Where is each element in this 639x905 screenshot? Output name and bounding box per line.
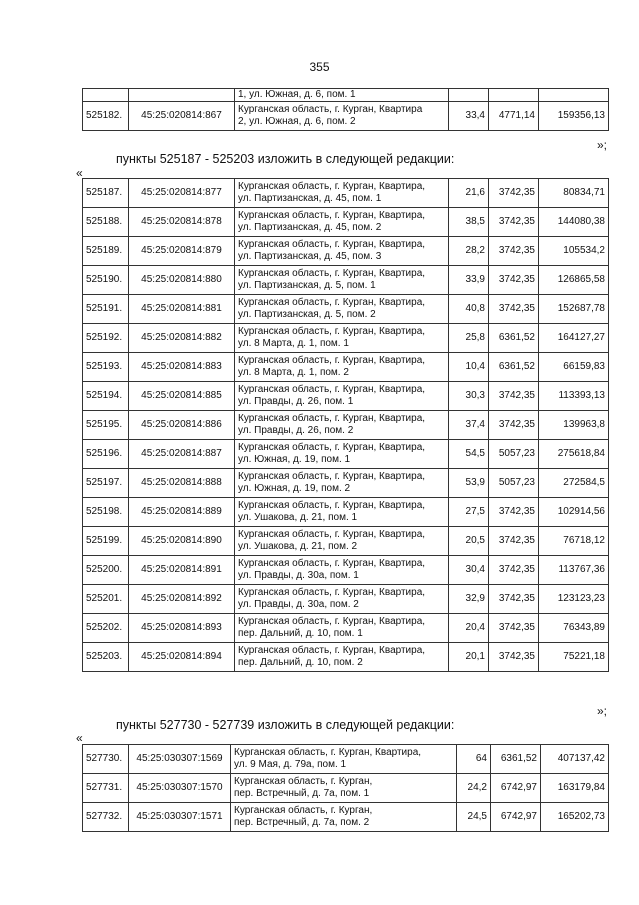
cadastral-value-cell: 407137,42: [541, 745, 609, 774]
cadastral-value-cell: 275618,84: [539, 440, 609, 469]
address-cell: [235, 102, 449, 131]
cadastral-number-cell: 45:25:020814:891: [129, 556, 235, 585]
address-line: Курганская область, г. Курган,: [234, 805, 373, 816]
area-cell: 37,4: [449, 411, 489, 440]
cadastral-value-cell: 123123,23: [539, 585, 609, 614]
row-number-cell: 525191.: [83, 295, 129, 324]
cadastral-value-cell: 165202,73: [541, 803, 609, 832]
area-cell: 30,4: [449, 556, 489, 585]
table-row: [83, 208, 609, 237]
unit-price-cell: 3742,35: [489, 382, 539, 411]
address-cell: [235, 208, 449, 237]
table-row: [83, 774, 609, 803]
table-row: [83, 295, 609, 324]
area-cell: 54,5: [449, 440, 489, 469]
unit-price-cell: 6742,97: [491, 803, 541, 832]
address-line: Курганская область, г. Курган, Квартира,: [238, 384, 426, 395]
address-line: ул. Партизанская, д. 45, пом. 1: [238, 193, 382, 204]
unit-price-cell: 6361,52: [489, 324, 539, 353]
address-line: пер. Встречный, д. 7а, пом. 2: [234, 817, 370, 828]
address-line: ул. 9 Мая, д. 79а, пом. 1: [234, 759, 347, 770]
address-line: ул. 8 Марта, д. 1, пом. 2: [238, 367, 349, 378]
address-cell: [235, 585, 449, 614]
unit-price-cell: 3742,35: [489, 498, 539, 527]
cadastral-value-cell: 126865,58: [539, 266, 609, 295]
cadastral-number-cell: 45:25:020814:882: [129, 324, 235, 353]
row-number-cell: 525182.: [83, 102, 129, 131]
address-line: пер. Встречный, д. 7а, пом. 1: [234, 788, 370, 799]
address-line: Курганская область, г. Курган, Квартира,: [238, 645, 426, 656]
cadastral-value-cell: 113393,13: [539, 382, 609, 411]
table-row: [83, 803, 609, 832]
table-row: [83, 440, 609, 469]
address-line: Курганская область, г. Курган, Квартира,: [238, 355, 426, 366]
address-cell: [235, 440, 449, 469]
address-cell: [235, 643, 449, 672]
cadastral-number-cell: 45:25:020814:880: [129, 266, 235, 295]
row-number-cell: 525198.: [83, 498, 129, 527]
cadastral-value-cell: 105534,2: [539, 237, 609, 266]
unit-price-cell: 3742,35: [489, 614, 539, 643]
address-cell: [231, 803, 457, 832]
table-row: [83, 411, 609, 440]
table-row: [83, 266, 609, 295]
cadastral-value-cell: 139963,8: [539, 411, 609, 440]
address-line: ул. Партизанская, д. 45, пом. 3: [238, 251, 382, 262]
table-row: [83, 527, 609, 556]
address-cell: [235, 266, 449, 295]
cadastral-value-cell: 102914,56: [539, 498, 609, 527]
area-cell: [449, 89, 489, 102]
address-line: ул. Правды, д. 30а, пом. 2: [238, 599, 359, 610]
instruction-text: пункты 525187 - 525203 изложить в следующей редакции:: [116, 152, 455, 166]
address-line: ул. Правды, д. 26, пом. 1: [238, 396, 354, 407]
cadastral-number-cell: 45:25:020814:877: [129, 179, 235, 208]
unit-price-cell: 6361,52: [491, 745, 541, 774]
table-row: [83, 498, 609, 527]
row-number-cell: 525199.: [83, 527, 129, 556]
address-line: Курганская область, г. Курган, Квартира,: [238, 326, 426, 337]
address-line: ул. Партизанская, д. 5, пом. 1: [238, 280, 376, 291]
address-cell: [235, 469, 449, 498]
cadastral-value-cell: 152687,78: [539, 295, 609, 324]
table-row: [83, 353, 609, 382]
address-line: Курганская область, г. Курган, Квартира,: [238, 558, 426, 569]
row-number-cell: 525203.: [83, 643, 129, 672]
address-cell: [235, 179, 449, 208]
cadastral-number-cell: 45:25:020814:867: [129, 102, 235, 131]
cadastral-number-cell: 45:25:020814:892: [129, 585, 235, 614]
property-table: [82, 744, 609, 832]
unit-price-cell: 3742,35: [489, 179, 539, 208]
unit-price-cell: 3742,35: [489, 585, 539, 614]
cadastral-number-cell: 45:25:030307:1571: [129, 803, 231, 832]
cadastral-number-cell: 45:25:020814:878: [129, 208, 235, 237]
area-cell: 33,4: [449, 102, 489, 131]
address-line: пер. Дальний, д. 10, пом. 1: [238, 628, 363, 639]
top-table: [82, 88, 609, 131]
address-line: Курганская область, г. Курган, Квартира,: [234, 747, 422, 758]
row-number-cell: 527732.: [83, 803, 129, 832]
row-number-cell: 527730.: [83, 745, 129, 774]
row-number-cell: 525189.: [83, 237, 129, 266]
address-line: ул. Южная, д. 19, пом. 2: [238, 483, 351, 494]
row-number-cell: 525193.: [83, 353, 129, 382]
unit-price-cell: 4771,14: [489, 102, 539, 131]
address-cell: [235, 556, 449, 585]
unit-price-cell: 3742,35: [489, 556, 539, 585]
address-cell: [235, 89, 449, 102]
table-row: [83, 89, 609, 102]
table-row: [83, 382, 609, 411]
area-cell: 21,6: [449, 179, 489, 208]
row-number-cell: 525195.: [83, 411, 129, 440]
address-cell: [235, 498, 449, 527]
address-line: Курганская область, г. Курган, Квартира,: [238, 413, 426, 424]
row-number-cell: 525196.: [83, 440, 129, 469]
cadastral-number-cell: 45:25:020814:887: [129, 440, 235, 469]
unit-price-cell: 6742,97: [491, 774, 541, 803]
unit-price-cell: 6361,52: [489, 353, 539, 382]
opening-quote-mark: «: [76, 166, 83, 180]
cadastral-number-cell: 45:25:020814:890: [129, 527, 235, 556]
unit-price-cell: 5057,23: [489, 440, 539, 469]
cadastral-value-cell: 159356,13: [539, 102, 609, 131]
area-cell: 20,5: [449, 527, 489, 556]
cadastral-number-cell: 45:25:020814:886: [129, 411, 235, 440]
area-cell: 27,5: [449, 498, 489, 527]
row-number-cell: 525194.: [83, 382, 129, 411]
address-line: 1, ул. Южная, д. 6, пом. 1: [238, 89, 356, 100]
unit-price-cell: 3742,35: [489, 643, 539, 672]
address-cell: [235, 382, 449, 411]
area-cell: 10,4: [449, 353, 489, 382]
unit-price-cell: 3742,35: [489, 237, 539, 266]
address-line: ул. Правды, д. 30а, пом. 1: [238, 570, 359, 581]
address-cell: [235, 237, 449, 266]
cadastral-value-cell: [539, 89, 609, 102]
cadastral-value-cell: 76343,89: [539, 614, 609, 643]
table-row: [83, 102, 609, 131]
table-row: [83, 179, 609, 208]
cadastral-number-cell: 45:25:020814:879: [129, 237, 235, 266]
row-number-cell: [83, 89, 129, 102]
table-row: [83, 585, 609, 614]
area-cell: 30,3: [449, 382, 489, 411]
unit-price-cell: 3742,35: [489, 266, 539, 295]
address-line: Курганская область, г. Курган, Квартира,: [238, 268, 426, 279]
address-line: ул. Ушакова, д. 21, пом. 2: [238, 541, 358, 552]
address-cell: [231, 774, 457, 803]
cadastral-number-cell: [129, 89, 235, 102]
cadastral-value-cell: 80834,71: [539, 179, 609, 208]
cadastral-number-cell: 45:25:020814:888: [129, 469, 235, 498]
cadastral-value-cell: 113767,36: [539, 556, 609, 585]
row-number-cell: 527731.: [83, 774, 129, 803]
cadastral-value-cell: 164127,27: [539, 324, 609, 353]
area-cell: 28,2: [449, 237, 489, 266]
cadastral-number-cell: 45:25:020814:889: [129, 498, 235, 527]
address-line: ул. Ушакова, д. 21, пом. 1: [238, 512, 358, 523]
cadastral-value-cell: 272584,5: [539, 469, 609, 498]
row-number-cell: 525197.: [83, 469, 129, 498]
cadastral-number-cell: 45:25:020814:893: [129, 614, 235, 643]
area-cell: 20,1: [449, 643, 489, 672]
address-cell: [235, 614, 449, 643]
opening-quote-mark: «: [76, 731, 83, 745]
unit-price-cell: 3742,35: [489, 295, 539, 324]
table-row: [83, 237, 609, 266]
cadastral-value-cell: 76718,12: [539, 527, 609, 556]
cadastral-value-cell: 66159,83: [539, 353, 609, 382]
instruction-text: пункты 527730 - 527739 изложить в следующей редакции:: [116, 718, 455, 732]
address-line: ул. Южная, д. 19, пом. 1: [238, 454, 351, 465]
row-number-cell: 525202.: [83, 614, 129, 643]
address-cell: [235, 295, 449, 324]
area-cell: 25,8: [449, 324, 489, 353]
area-cell: 38,5: [449, 208, 489, 237]
address-line: ул. Партизанская, д. 45, пом. 2: [238, 222, 382, 233]
address-line: Курганская область, г. Курган, Квартира: [238, 104, 423, 115]
address-line: Курганская область, г. Курган, Квартира,: [238, 239, 426, 250]
address-line: пер. Дальний, д. 10, пом. 2: [238, 657, 363, 668]
cadastral-value-cell: 75221,18: [539, 643, 609, 672]
address-line: ул. Партизанская, д. 5, пом. 2: [238, 309, 376, 320]
property-table: [82, 178, 609, 672]
address-line: Курганская область, г. Курган, Квартира,: [238, 529, 426, 540]
table-row: [83, 469, 609, 498]
area-cell: 20,4: [449, 614, 489, 643]
table-row: [83, 324, 609, 353]
table-row: [83, 643, 609, 672]
address-line: Курганская область, г. Курган, Квартира,: [238, 210, 426, 221]
table-row: [83, 556, 609, 585]
address-line: Курганская область, г. Курган, Квартира,: [238, 587, 426, 598]
area-cell: 24,2: [457, 774, 491, 803]
row-number-cell: 525201.: [83, 585, 129, 614]
address-line: ул. Правды, д. 26, пом. 2: [238, 425, 354, 436]
area-cell: 53,9: [449, 469, 489, 498]
unit-price-cell: 5057,23: [489, 469, 539, 498]
address-line: Курганская область, г. Курган, Квартира,: [238, 181, 426, 192]
address-line: Курганская область, г. Курган, Квартира,: [238, 471, 426, 482]
cadastral-number-cell: 45:25:020814:885: [129, 382, 235, 411]
closing-quote-mark: »;: [597, 704, 608, 718]
row-number-cell: 525200.: [83, 556, 129, 585]
area-cell: 40,8: [449, 295, 489, 324]
cadastral-number-cell: 45:25:030307:1569: [129, 745, 231, 774]
area-cell: 32,9: [449, 585, 489, 614]
row-number-cell: 525188.: [83, 208, 129, 237]
address-cell: [235, 353, 449, 382]
page-number: 355: [309, 60, 330, 74]
cadastral-number-cell: 45:25:020814:894: [129, 643, 235, 672]
address-line: Курганская область, г. Курган, Квартира,: [238, 616, 426, 627]
address-cell: [231, 745, 457, 774]
address-cell: [235, 411, 449, 440]
cadastral-number-cell: 45:25:020814:881: [129, 295, 235, 324]
row-number-cell: 525192.: [83, 324, 129, 353]
cadastral-value-cell: 163179,84: [541, 774, 609, 803]
closing-quote-mark: »;: [597, 138, 608, 152]
address-line: ул. 8 Марта, д. 1, пом. 1: [238, 338, 349, 349]
address-line: Курганская область, г. Курган,: [234, 776, 373, 787]
table-row: [83, 745, 609, 774]
address-line: Курганская область, г. Курган, Квартира,: [238, 500, 426, 511]
row-number-cell: 525187.: [83, 179, 129, 208]
address-line: 2, ул. Южная, д. 6, пом. 2: [238, 116, 356, 127]
address-line: Курганская область, г. Курган, Квартира,: [238, 442, 426, 453]
unit-price-cell: 3742,35: [489, 411, 539, 440]
unit-price-cell: 3742,35: [489, 527, 539, 556]
cadastral-number-cell: 45:25:030307:1570: [129, 774, 231, 803]
row-number-cell: 525190.: [83, 266, 129, 295]
cadastral-number-cell: 45:25:020814:883: [129, 353, 235, 382]
address-cell: [235, 324, 449, 353]
address-line: Курганская область, г. Курган, Квартира,: [238, 297, 426, 308]
table-row: [83, 614, 609, 643]
area-cell: 33,9: [449, 266, 489, 295]
cadastral-value-cell: 144080,38: [539, 208, 609, 237]
unit-price-cell: [489, 89, 539, 102]
area-cell: 64: [457, 745, 491, 774]
address-cell: [235, 527, 449, 556]
area-cell: 24,5: [457, 803, 491, 832]
unit-price-cell: 3742,35: [489, 208, 539, 237]
